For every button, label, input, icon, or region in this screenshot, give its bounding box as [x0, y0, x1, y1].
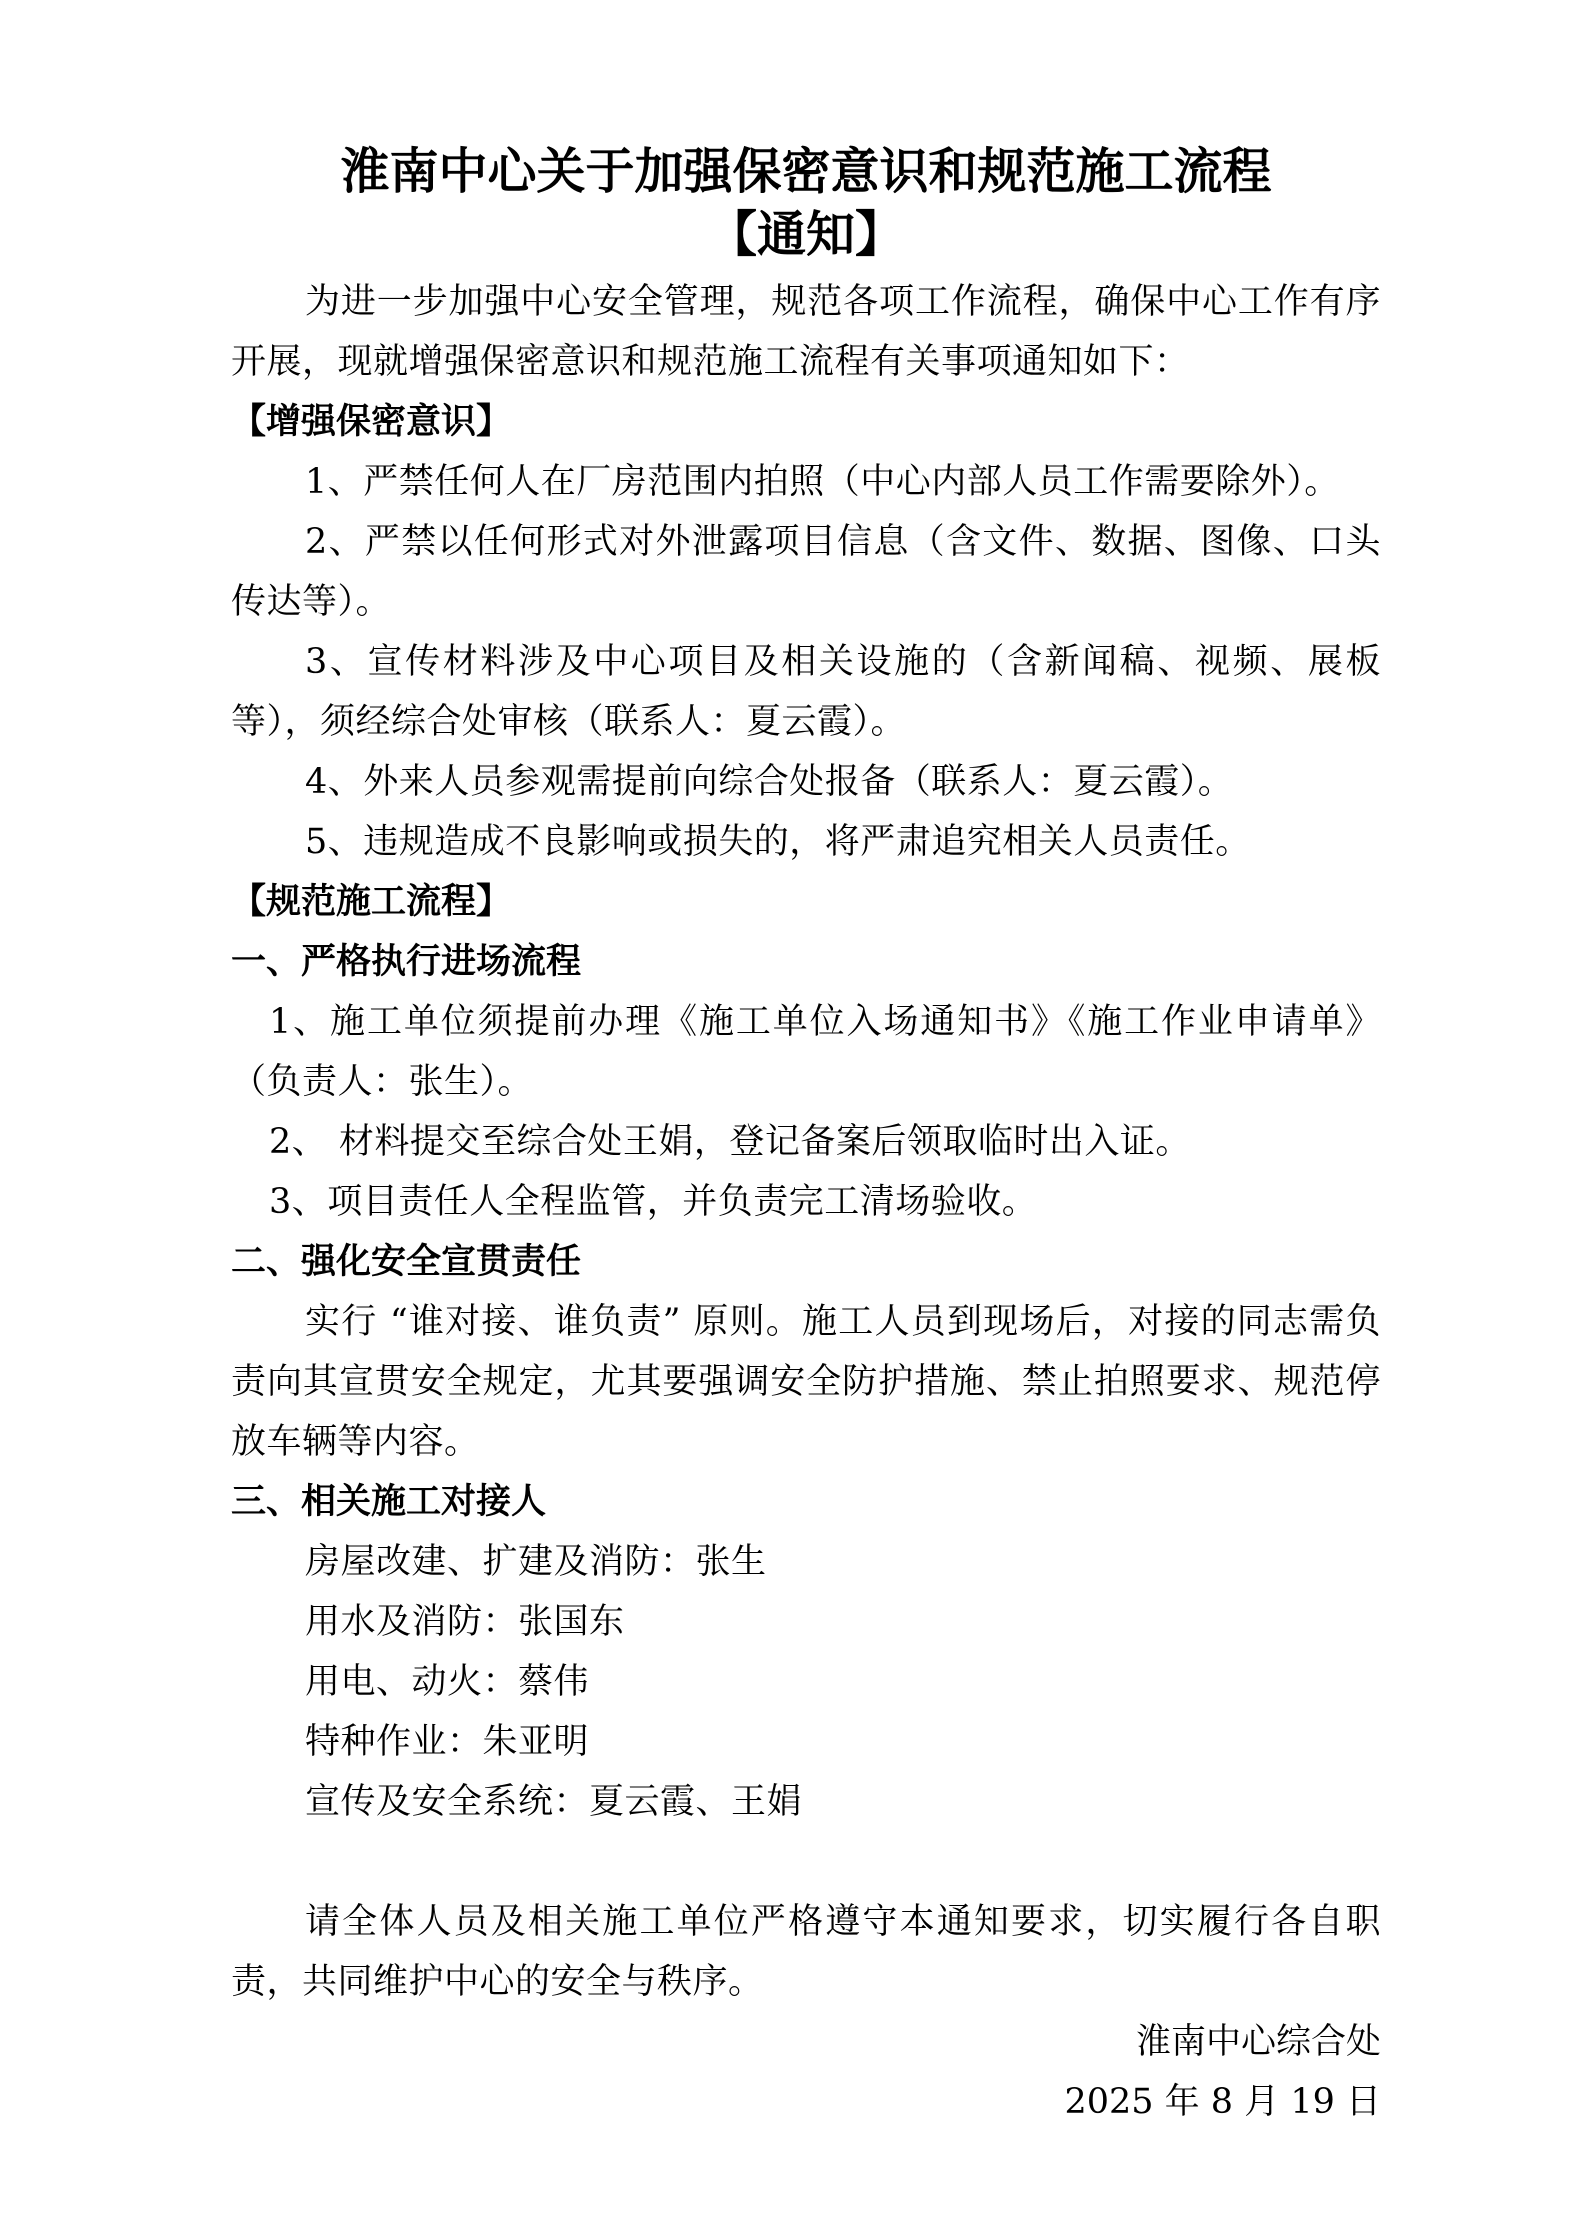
subsection-heading-safety: 二、强化安全宣贯责任 — [231, 1242, 582, 1282]
document-title: 淮南中心关于加强保密意识和规范施工流程 — [340, 143, 1272, 200]
date: 2025 年 8 月 19 日 — [1064, 2082, 1381, 2122]
confidentiality-item: 4、外来人员参观需提前向综合处报备（联系人：夏云霞）。 — [305, 762, 1234, 802]
contact-item: 特种作业：朱亚明 — [305, 1722, 590, 1762]
intro-paragraph: 为进一步加强中心安全管理，规范各项工作流程，确保中心工作有序开展，现就增强保密意识和规范施工流程有关事项通知如下： — [231, 282, 1381, 382]
entry-item: 1、施工单位须提前办理《施工单位入场通知书》《施工作业申请单》（负责人：张生）。 — [231, 1002, 1381, 1102]
confidentiality-item: 2、严禁以任何形式对外泄露项目信息（含文件、数据、图像、口头传达等）。 — [231, 522, 1381, 622]
contact-item: 用水及消防：张国东 — [305, 1602, 625, 1642]
subsection-heading-entry: 一、严格执行进场流程 — [231, 942, 582, 982]
confidentiality-item: 5、违规造成不良影响或损失的，将严肃追究相关人员责任。 — [305, 822, 1251, 862]
section-heading-construction: 【规范施工流程】 — [231, 882, 512, 922]
closing-paragraph: 请全体人员及相关施工单位严格遵守本通知要求，切实履行各自职责，共同维护中心的安全与秩序。 — [231, 1902, 1381, 2002]
section-heading-confidentiality: 【增强保密意识】 — [231, 402, 512, 442]
contact-item: 用电、动火：蔡伟 — [305, 1662, 590, 1702]
confidentiality-item: 1、严禁任何人在厂房范围内拍照（中心内部人员工作需要除外）。 — [305, 462, 1340, 502]
notice-document — [231, 140, 1381, 2132]
subsection-heading-contacts: 三、相关施工对接人 — [231, 1482, 547, 1522]
document-subtitle: 【通知】 — [707, 206, 904, 263]
confidentiality-item: 3、宣传材料涉及中心项目及相关设施的（含新闻稿、视频、展板等），须经综合处审核（联系人：夏云霞）。 — [231, 642, 1381, 742]
contact-item: 宣传及安全系统：夏云霞、王娟 — [305, 1782, 803, 1822]
spacer — [231, 1832, 1381, 1892]
signature: 淮南中心综合处 — [1135, 2022, 1381, 2062]
contact-item: 房屋改建、扩建及消防：张生 — [305, 1542, 767, 1582]
entry-item: 3、项目责任人全程监管，并负责完工清场验收。 — [269, 1182, 1038, 1222]
safety-paragraph: 实行 “谁对接、谁负责” 原则。施工人员到现场后，对接的同志需负责向其宣贯安全规定，尤其要强调安全防护措施、禁止拍照要求、规范停放车辆等内容。 — [231, 1302, 1381, 1462]
entry-item: 2、 材料提交至综合处王娟，登记备案后领取临时出入证。 — [269, 1122, 1191, 1162]
